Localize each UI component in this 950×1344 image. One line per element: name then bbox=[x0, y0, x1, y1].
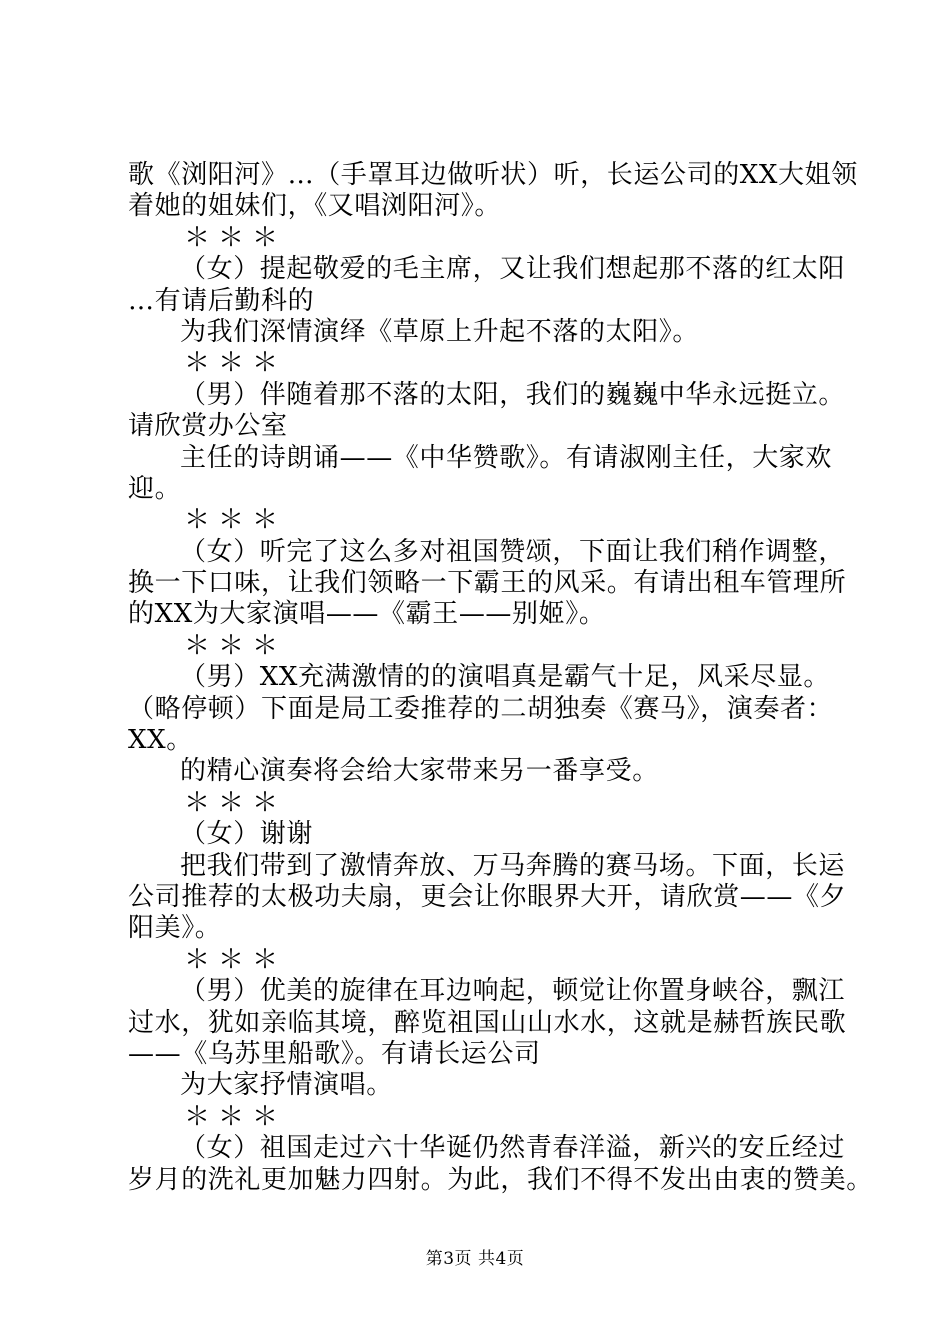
section-separator: ＊＊＊ bbox=[184, 787, 287, 818]
section-separator: ＊＊＊ bbox=[184, 630, 287, 661]
text-line: 着她的姐妹们，《又唱浏阳河》。 bbox=[128, 191, 502, 222]
text-line: 阳美》。 bbox=[128, 913, 222, 944]
text-line: （女）祖国走过六十华诞仍然青春洋溢，新兴的安丘经过 bbox=[180, 1133, 846, 1164]
page-footer: 第3页 共4页 bbox=[425, 1249, 525, 1269]
text-line: 歌《浏阳河》…（手罩耳边做听状）听，长运公司的XX大姐领 bbox=[128, 160, 858, 190]
document-body bbox=[128, 160, 873, 1196]
text-line: 为大家抒情演唱。 bbox=[180, 1070, 393, 1101]
section-separator: ＊＊＊ bbox=[184, 944, 287, 975]
text-line: 换一下口味，让我们领略一下霸王的风采。有请出租车管理所 bbox=[128, 568, 847, 599]
text-line: 的精心演奏将会给大家带来另一番享受。 bbox=[180, 756, 659, 787]
text-line: （男）XX充满激情的的演唱真是霸气十足，风采尽显。 bbox=[180, 662, 831, 693]
text-line: XX。 bbox=[128, 725, 193, 756]
text-line: 主任的诗朗诵——《中华赞歌》。有请淑刚主任，大家欢 bbox=[180, 442, 833, 473]
text-line: 请欣赏办公室 bbox=[128, 411, 288, 442]
section-separator: ＊＊＊ bbox=[184, 1101, 287, 1132]
text-line: 的XX为大家演唱——《霸王——别姬》。 bbox=[128, 599, 606, 630]
section-separator: ＊＊＊ bbox=[184, 348, 287, 379]
text-line: 为我们深情演绎《草原上升起不落的太阳》。 bbox=[180, 316, 700, 347]
text-line: 把我们带到了激情奔放、万马奔腾的赛马场。下面，长运 bbox=[180, 850, 846, 881]
text-line: （男）伴随着那不落的太阳，我们的巍巍中华永远挺立。 bbox=[180, 379, 846, 410]
text-line: （女）谢谢 bbox=[180, 819, 314, 850]
section-separator: ＊＊＊ bbox=[184, 505, 287, 536]
text-line: （略停顿）下面是局工委推荐的二胡独奏《赛马》，演奏者： bbox=[128, 693, 834, 724]
text-line: ——《乌苏里船歌》。有请长运公司 bbox=[128, 1038, 541, 1069]
text-line: …有请后勤科的 bbox=[128, 285, 315, 316]
section-separator: ＊＊＊ bbox=[184, 222, 287, 253]
text-line: 过水，犹如亲临其境，醉览祖国山山水水，这就是赫哲族民歌 bbox=[128, 1007, 847, 1038]
text-line: （女）提起敬爱的毛主席，又让我们想起那不落的红太阳 bbox=[180, 254, 846, 285]
text-line: （男）优美的旋律在耳边响起，顿觉让你置身峡谷，飘江 bbox=[180, 976, 846, 1007]
text-line: 岁月的洗礼更加魅力四射。为此，我们不得不发出由衷的赞美。 bbox=[128, 1164, 873, 1195]
text-line: 公司推荐的太极功夫扇，更会让你眼界大开，请欣赏——《夕 bbox=[128, 881, 847, 912]
text-line: （女）听完了这么多对祖国赞颂，下面让我们稍作调整， bbox=[180, 536, 846, 567]
text-line: 迎。 bbox=[128, 473, 182, 504]
